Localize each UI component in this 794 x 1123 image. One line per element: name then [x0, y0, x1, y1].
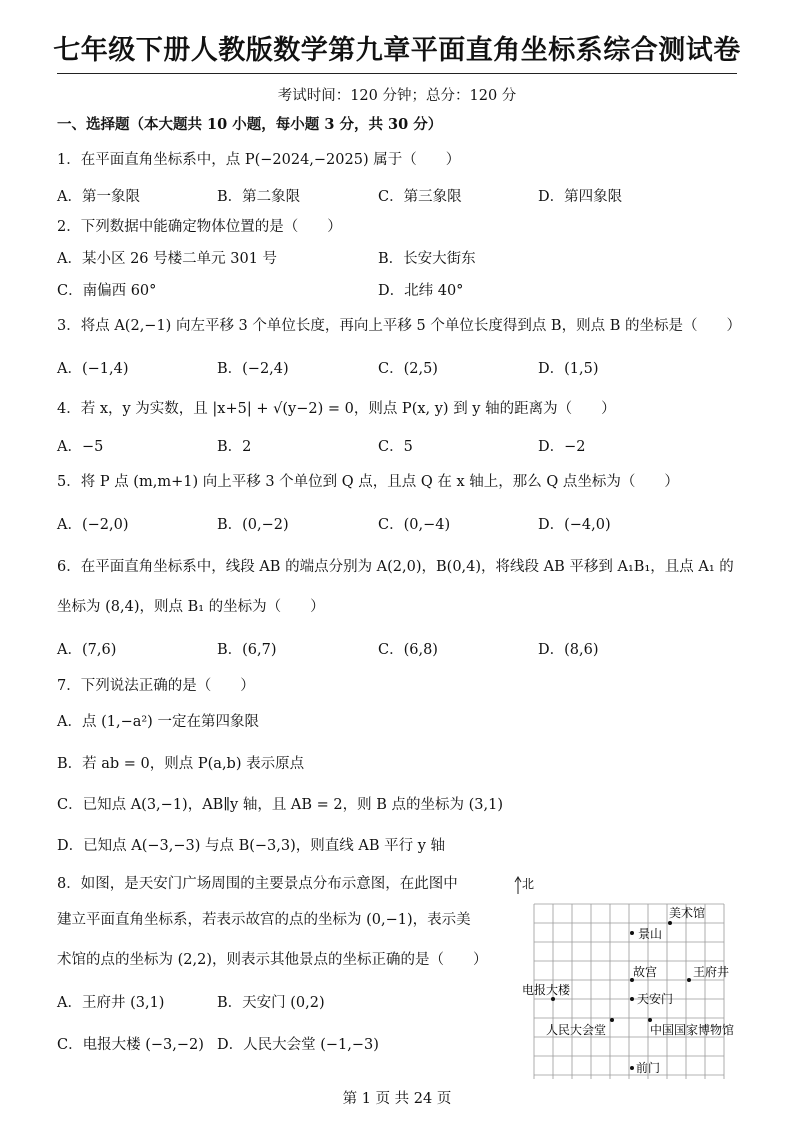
q5-option-d: D．(−4,0) — [538, 517, 611, 533]
palace-label: 故宫 — [633, 965, 658, 979]
wangfujing-label: 王府井 — [693, 965, 730, 979]
jingshan-label: 景山 — [638, 927, 663, 941]
art-museum-point — [668, 921, 672, 925]
page-footer: 第 1 页 共 24 页 — [342, 1091, 452, 1107]
q8-option-c: C．电报大楼 (−3,−2) — [57, 1037, 204, 1053]
q5-option-a: A．(−2,0) — [57, 517, 129, 533]
q7-option-d: D．已知点 A(−3,−3) 与点 B(−3,3)，则直线 AB 平行 y 轴 — [57, 838, 446, 854]
q8-option-b: B．天安门 (0,2) — [217, 995, 325, 1011]
tiananmen-label: 天安门 — [637, 992, 674, 1006]
q1-option-b: B．第二象限 — [217, 189, 301, 205]
question-5: 5．将 P 点 (m,m+1) 向上平移 3 个单位到 Q 点，且点 Q 在 x 轴上，那么 Q 点坐标为（ ） — [57, 474, 679, 490]
q1-option-a: A．第一象限 — [57, 189, 140, 205]
question-8-line-1: 8．如图，是天安门广场周围的主要景点分布示意图，在此图中 — [57, 876, 458, 892]
q1-option-c: C．第三象限 — [378, 189, 462, 205]
telegraph-building-label: 电报大楼 — [522, 983, 571, 997]
tiananmen-map-figure — [512, 872, 757, 1082]
jingshan-point — [630, 931, 634, 935]
q7-option-a: A．点 (1,−a²) 一定在第四象限 — [57, 714, 259, 730]
page-title: 七年级下册人教版数学第九章平面直角坐标系综合测试卷 — [53, 35, 741, 66]
north-label: 北 — [522, 877, 535, 891]
question-6-line-1: 6．在平面直角坐标系中，线段 AB 的端点分别为 A(2,0)，B(0,4)，将线段 AB 平移到 A₁B₁，且点 A₁ 的 — [57, 559, 734, 575]
north-arrow-icon — [515, 877, 521, 894]
telegraph-building-point — [551, 997, 555, 1001]
q4-option-d: D．−2 — [538, 439, 586, 455]
question-2: 2．下列数据中能确定物体位置的是（ ） — [57, 219, 342, 235]
q4-option-a: A．−5 — [57, 439, 104, 455]
question-3: 3．将点 A(2,−1) 向左平移 3 个单位长度，再向上平移 5 个单位长度得到点 B，则点 B 的坐标是（ ） — [57, 318, 741, 334]
q7-option-c: C．已知点 A(3,−1)，AB∥y 轴，且 AB = 2，则 B 点的坐标为 (3,1) — [57, 797, 504, 813]
q4-option-c: C．5 — [378, 439, 413, 455]
question-1: 1．在平面直角坐标系中，点 P(−2024,−2025) 属于（ ） — [57, 152, 461, 168]
q1-option-d: D．第四象限 — [538, 189, 623, 205]
q5-option-c: C．(0,−4) — [378, 517, 451, 533]
q3-option-c: C．(2,5) — [378, 361, 438, 377]
q2-option-b: B．长安大街东 — [378, 251, 476, 267]
exam-info: 考试时间：120 分钟；总分：120 分 — [277, 88, 517, 104]
q8-option-d: D．人民大会堂 (−1,−3) — [217, 1037, 379, 1053]
tiananmen-point — [630, 997, 634, 1001]
art-museum-label: 美术馆 — [669, 906, 706, 920]
qianmen-point — [630, 1066, 634, 1070]
q2-option-c: C．南偏西 60° — [57, 283, 157, 299]
question-7: 7．下列说法正确的是（ ） — [57, 678, 255, 694]
map-svg — [512, 872, 757, 1082]
q2-option-a: A．某小区 26 号楼二单元 301 号 — [57, 251, 278, 267]
q6-option-c: C．(6,8) — [378, 642, 438, 658]
q6-option-a: A．(7,6) — [57, 642, 117, 658]
question-8-line-3: 术馆的点的坐标为 (2,2)，则表示其他景点的坐标正确的是（ ） — [57, 952, 488, 968]
q8-option-a: A．王府井 (3,1) — [57, 995, 165, 1011]
great-hall-label: 人民大会堂 — [546, 1023, 607, 1037]
q3-option-b: B．(−2,4) — [217, 361, 289, 377]
question-6-line-2: 坐标为 (8,4)，则点 B₁ 的坐标为（ ） — [57, 599, 325, 615]
q3-option-a: A．(−1,4) — [57, 361, 129, 377]
national-museum-label: 中国国家博物馆 — [650, 1023, 735, 1037]
section-heading: 一、选择题（本大题共 10 小题，每小题 3 分，共 30 分） — [57, 116, 443, 133]
q6-option-d: D．(8,6) — [538, 642, 599, 658]
q7-option-b: B．若 ab = 0，则点 P(a,b) 表示原点 — [57, 756, 305, 772]
q5-option-b: B．(0,−2) — [217, 517, 289, 533]
national-museum-point — [648, 1018, 652, 1022]
question-8-line-2: 建立平面直角坐标系，若表示故宫的点的坐标为 (0,−1)，表示美 — [57, 912, 471, 928]
q6-option-b: B．(6,7) — [217, 642, 277, 658]
q4-option-b: B．2 — [217, 439, 252, 455]
qianmen-label: 前门 — [636, 1061, 661, 1075]
great-hall-point — [610, 1018, 614, 1022]
title-divider — [57, 73, 737, 74]
q2-option-d: D．北纬 40° — [378, 283, 464, 299]
wangfujing-point — [687, 978, 691, 982]
q3-option-d: D．(1,5) — [538, 361, 599, 377]
question-4: 4．若 x，y 为实数，且 |x+5| + √(y−2) = 0，则点 P(x, y) 到 y 轴的距离为（ ） — [57, 401, 616, 417]
